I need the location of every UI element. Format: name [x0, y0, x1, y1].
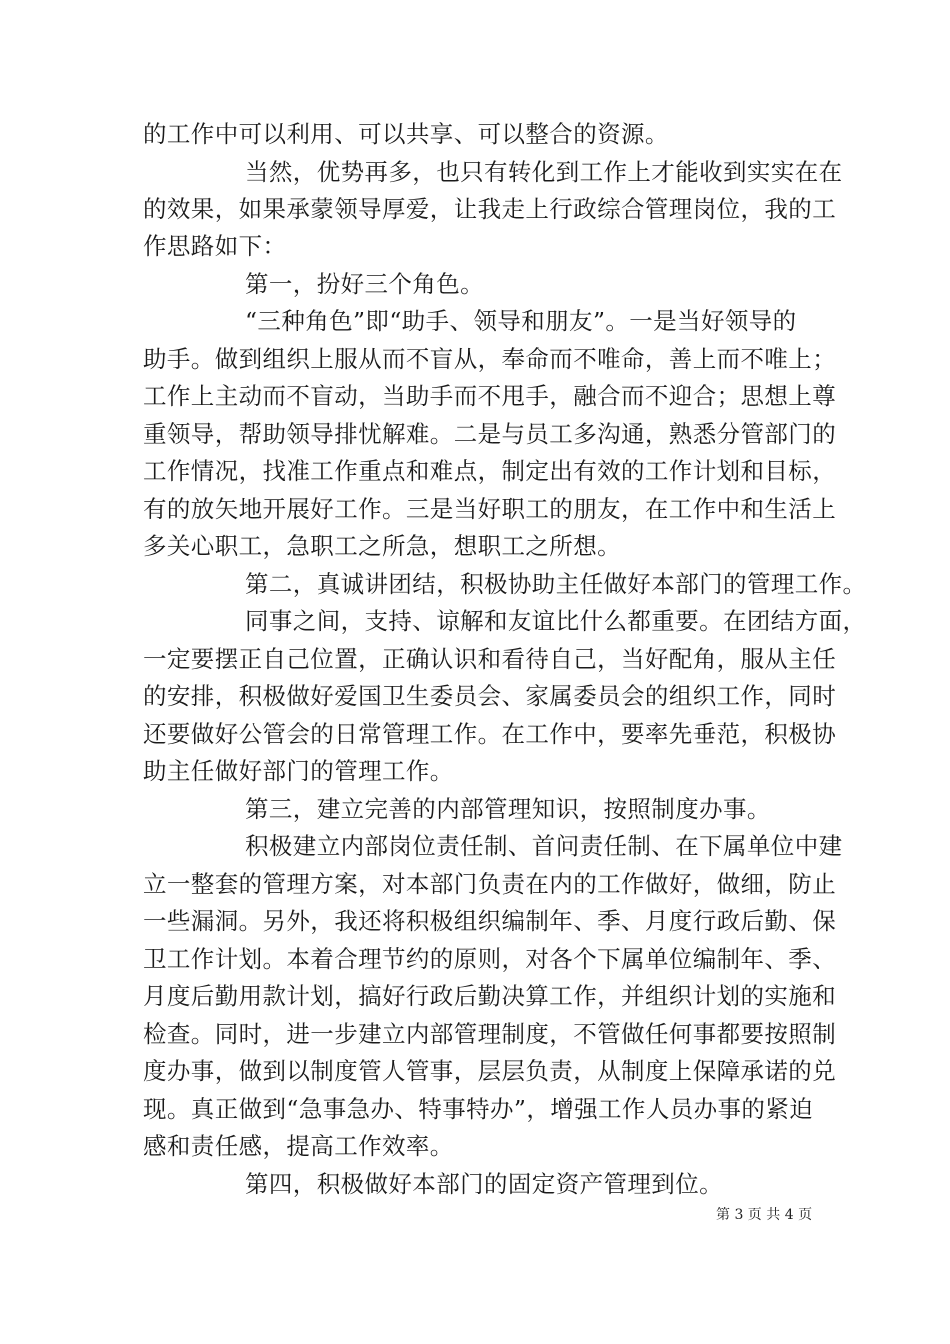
body-line: 立一整套的管理方案，对本部门负责在内的工作做好，做细，防止	[143, 870, 837, 898]
body-line: 一定要摆正自己位置，正确认识和看待自己，当好配角，服从主任	[143, 645, 837, 673]
body-line: 检查。同时，进一步建立内部管理制度，不管做任何事都要按照制	[143, 1020, 837, 1048]
body-line: 的效果，如果承蒙领导厚爱，让我走上行政综合管理岗位，我的工	[143, 195, 837, 223]
paragraph-start-line: “三种角色”即“助手、领导和朋友”。一是当好领导的	[245, 307, 797, 335]
body-line: 重领导，帮助领导排忧解难。二是与员工多沟通，熟悉分管部门的	[143, 420, 837, 448]
paragraph-start-line: 积极建立内部岗位责任制、首问责任制、在下属单位中建	[245, 832, 843, 860]
section-heading-third: 第三，建立完善的内部管理知识，按照制度办事。	[245, 795, 771, 823]
body-line: 作思路如下：	[143, 232, 287, 260]
body-line: 助手。做到组织上服从而不盲从，奉命而不唯命，善上而不唯上；	[143, 345, 837, 373]
paragraph-start-line: 当然，优势再多，也只有转化到工作上才能收到实实在在	[245, 158, 843, 186]
body-line: 的安排，积极做好爱国卫生委员会、家属委员会的组织工作，同时	[143, 682, 837, 710]
paragraph-start-line: 同事之间，支持、谅解和友谊比什么都重要。在团结方面，	[245, 607, 867, 635]
body-line: 度办事，做到以制度管人管事，层层负责，从制度上保障承诺的兑	[143, 1057, 837, 1085]
body-line: 助主任做好部门的管理工作。	[143, 757, 454, 785]
body-line: 卫工作计划。本着合理节约的原则，对各个下属单位编制年、季、	[143, 945, 837, 973]
section-heading-first: 第一，扮好三个角色。	[245, 270, 484, 298]
body-line: 月度后勤用款计划，搞好行政后勤决算工作，并组织计划的实施和	[143, 982, 837, 1010]
body-line: 多关心职工，急职工之所急，想职工之所想。	[143, 532, 621, 560]
body-line: 工作情况，找准工作重点和难点，制定出有效的工作计划和目标，	[143, 457, 837, 485]
body-line: 工作上主动而不盲动，当助手而不甩手，融合而不迎合；思想上尊	[143, 382, 837, 410]
body-line: 现。真正做到“急事急办、特事特办”，增强工作人员办事的紧迫	[143, 1095, 814, 1123]
body-line: 的工作中可以利用、可以共享、可以整合的资源。	[143, 120, 669, 148]
page-number-footer: 第 3 页 共 4 页	[716, 1207, 813, 1223]
body-line: 一些漏洞。另外，我还将积极组织编制年、季、月度行政后勤、保	[143, 907, 837, 935]
body-line: 感和责任感，提高工作效率。	[143, 1132, 454, 1160]
section-heading-fourth: 第四，积极做好本部门的固定资产管理到位。	[245, 1170, 723, 1198]
body-line: 有的放矢地开展好工作。三是当好职工的朋友，在工作中和生活上	[143, 495, 837, 523]
body-line: 还要做好公管会的日常管理工作。在工作中，要率先垂范，积极协	[143, 720, 837, 748]
section-heading-second: 第二，真诚讲团结，积极协助主任做好本部门的管理工作。	[245, 570, 867, 598]
